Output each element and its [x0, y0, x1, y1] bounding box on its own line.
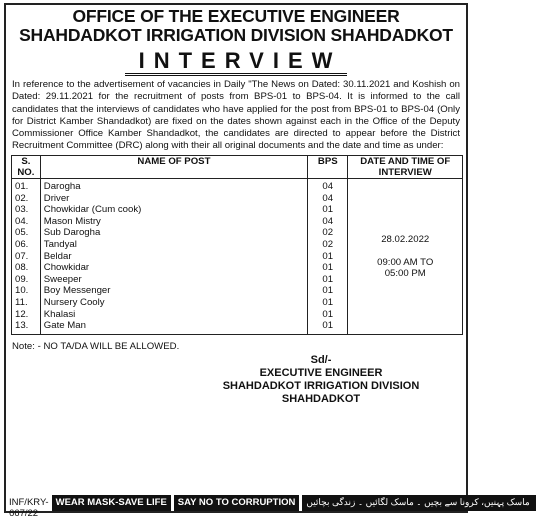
interview-time-to: 05:00 PM	[384, 268, 426, 280]
row-sno: 01.	[12, 178, 41, 192]
row-sno: 07.	[12, 250, 41, 262]
row-bps: 01	[308, 285, 348, 297]
row-post-name: Chowkidar	[40, 262, 307, 274]
signature-division: SHAHDADKOT IRRIGATION DIVISION	[222, 379, 420, 392]
row-bps: 02	[308, 227, 348, 239]
row-bps: 02	[308, 239, 348, 251]
signature-title: EXECUTIVE ENGINEER	[259, 366, 383, 379]
header-bps: BPS	[308, 155, 348, 178]
row-post-name: Sub Darogha	[40, 227, 307, 239]
row-bps: 01	[308, 320, 348, 334]
row-sno: 13.	[12, 320, 41, 334]
row-bps: 01	[308, 274, 348, 286]
footer-urdu-slogan: ماسک پہنیں، کرونا سے بچیں ۔ ماسک لگائیں ۔ زندگی بچائیں	[302, 495, 535, 511]
interview-time-from: 09:00 AM TO	[377, 256, 434, 268]
row-sno: 06.	[12, 239, 41, 251]
footer-bar	[6, 495, 530, 519]
row-sno: 10.	[12, 285, 41, 297]
interview-heading-wrap	[6, 49, 466, 76]
table-header-row	[12, 155, 463, 178]
table-row	[12, 178, 463, 192]
row-post-name: Boy Messenger	[40, 285, 307, 297]
interview-date: 28.02.2022	[381, 234, 430, 246]
division-title: SHAHDADKOT IRRIGATION DIVISION SHAHDADKOT	[19, 25, 453, 45]
row-post-name: Gate Man	[40, 320, 307, 334]
row-post-name: Sweeper	[40, 274, 307, 286]
header-date-time: DATE AND TIME OF INTERVIEW	[348, 155, 463, 178]
row-bps: 01	[308, 250, 348, 262]
spacer	[351, 246, 459, 257]
row-sno: 04.	[12, 216, 41, 228]
row-bps: 01	[308, 308, 348, 320]
row-post-name: Darogha	[40, 178, 307, 192]
row-post-name: Nursery Cooly	[40, 297, 307, 309]
row-bps: 04	[308, 178, 348, 192]
header-name-of-post: NAME OF POST	[40, 155, 307, 178]
row-post-name: Chowkidar (Cum cook)	[40, 204, 307, 216]
row-post-name: Driver	[40, 192, 307, 204]
row-sno: 05.	[12, 227, 41, 239]
advertisement-page	[4, 3, 530, 519]
row-sno: 08.	[12, 262, 41, 274]
intro-paragraph: In reference to the advertisement of vacancies in Daily "The News on Dated: 30.11.2021 and Koshish on Dated: 29.11.2021 for the recruitment of posts from BPS-01 to BPS-04. It is informed to the call candidates that the interviews of candidates who have applied for the post from BPS-01 to BPS-04 (Only for District Kamber Shandadkot) are fixed on the dates shown against each in the Office of the Deputy Commissioner Office Kamber Shandadkot, the candidates are directed to appear before the District Recruitment Committee (DRC) along with their all original documents and the date and time as under:	[12, 79, 460, 152]
row-bps: 04	[308, 216, 348, 228]
row-sno: 12.	[12, 308, 41, 320]
footer-corruption-slogan: SAY NO TO CORRUPTION	[174, 495, 300, 511]
row-sno: 09.	[12, 274, 41, 286]
table-body	[12, 178, 463, 334]
row-bps: 04	[308, 192, 348, 204]
posts-table	[11, 155, 463, 335]
row-post-name: Tandyal	[40, 239, 307, 251]
signature-sd: Sd/-	[310, 353, 332, 366]
interview-heading: INTERVIEW	[125, 49, 348, 76]
row-post-name: Beldar	[40, 250, 307, 262]
row-post-name: Khalasi	[40, 308, 307, 320]
row-post-name: Mason Mistry	[40, 216, 307, 228]
footer-mask-slogan: WEAR MASK-SAVE LIFE	[52, 495, 171, 511]
row-bps: 01	[308, 297, 348, 309]
signature-block	[176, 354, 466, 406]
row-sno: 11.	[12, 297, 41, 309]
interview-date-cell	[348, 178, 463, 334]
office-title: OFFICE OF THE EXECUTIVE ENGINEER	[72, 6, 400, 26]
signature-place: SHAHDADKOT	[281, 392, 361, 405]
header-sno: S. NO.	[12, 155, 41, 178]
footer-reference: INF/KRY-667/22	[9, 497, 49, 519]
note-text: Note: - NO TA/DA WILL BE ALLOWED.	[12, 340, 180, 352]
row-sno: 03.	[12, 204, 41, 216]
row-sno: 02.	[12, 192, 41, 204]
row-bps: 01	[308, 262, 348, 274]
row-bps: 01	[308, 204, 348, 216]
